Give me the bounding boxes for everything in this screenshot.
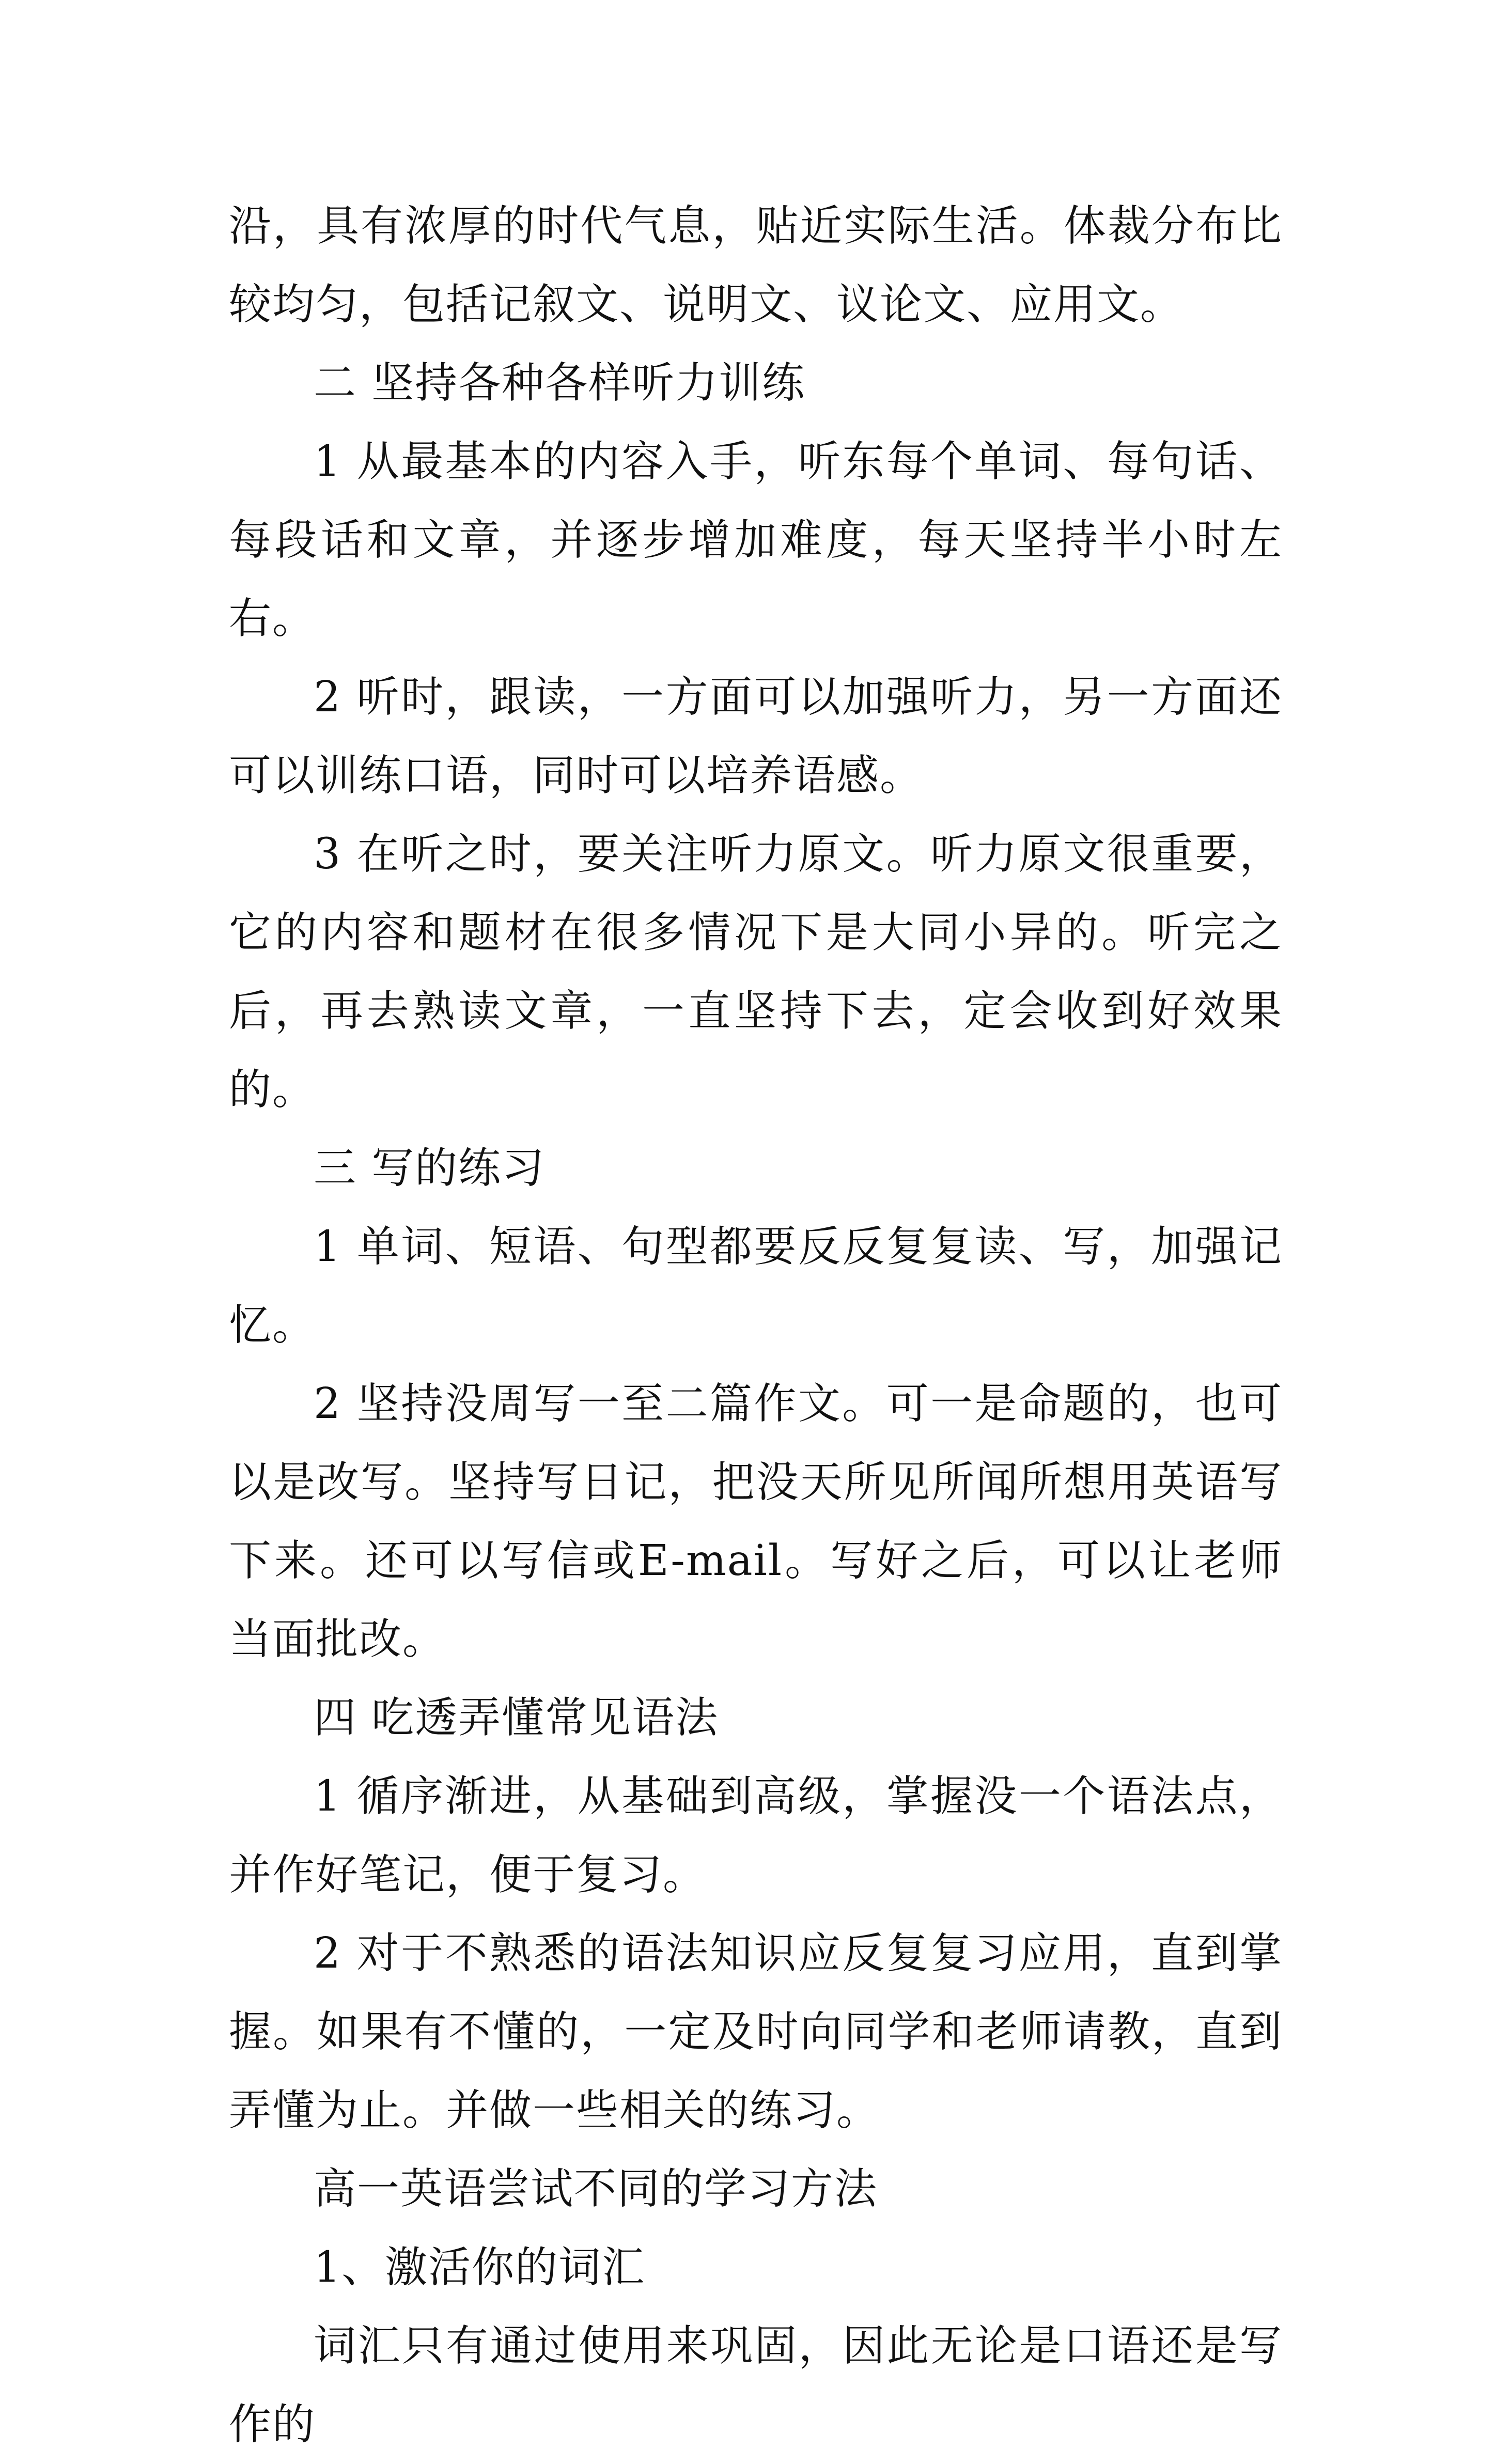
paragraph: 1 从最基本的内容入手，听东每个单词、每句话、每段话和文章，并逐步增加难度，每天坚持半小时左右。 (229, 437, 1283, 643)
paragraph: 3 在听之时，要关注听力原文。听力原文很重要，它的内容和题材在很多情况下是大同小异的。听完之后，再去熟读文章，一直坚持下去，定会收到好效果的。 (229, 830, 1283, 1114)
paragraph: 沿，具有浓厚的时代气息，贴近实际生活。体裁分布比较均匀，包括记叙文、说明文、议论文、应用文。 (229, 201, 1283, 329)
document-body (229, 187, 1283, 2464)
section-heading: 四 吃透弄懂常见语法 (314, 1693, 719, 1742)
subsection-heading: 1、激活你的词汇 (314, 2243, 646, 2292)
paragraph: 1 单词、短语、句型都要反反复复读、写，加强记忆。 (229, 1222, 1283, 1350)
section-heading: 二 坚持各种各样听力训练 (314, 358, 806, 408)
paragraph: 2 坚持没周写一至二篇作文。可一是命题的，也可以是改写。坚持写日记，把没天所见所闻所想用英语写下来。还可以写信或E-mail。写好之后，可以让老师当面批改。 (229, 1379, 1283, 1664)
paragraph: 词汇只有通过使用来巩固，因此无论是口语还是写作的 (229, 2321, 1283, 2449)
section-heading: 三 写的练习 (314, 1144, 546, 1193)
section-heading: 高一英语尝试不同的学习方法 (314, 2164, 878, 2213)
paragraph: 1 循序渐进，从基础到高级，掌握没一个语法点，并作好笔记，便于复习。 (229, 1772, 1283, 1899)
paragraph: 2 听时，跟读，一方面可以加强听力，另一方面还可以训练口语，同时可以培养语感。 (229, 673, 1283, 800)
paragraph: 2 对于不熟悉的语法知识应反复复习应用，直到掌握。如果有不懂的，一定及时向同学和老师请教，直到弄懂为止。并做一些相关的练习。 (229, 1929, 1283, 2135)
